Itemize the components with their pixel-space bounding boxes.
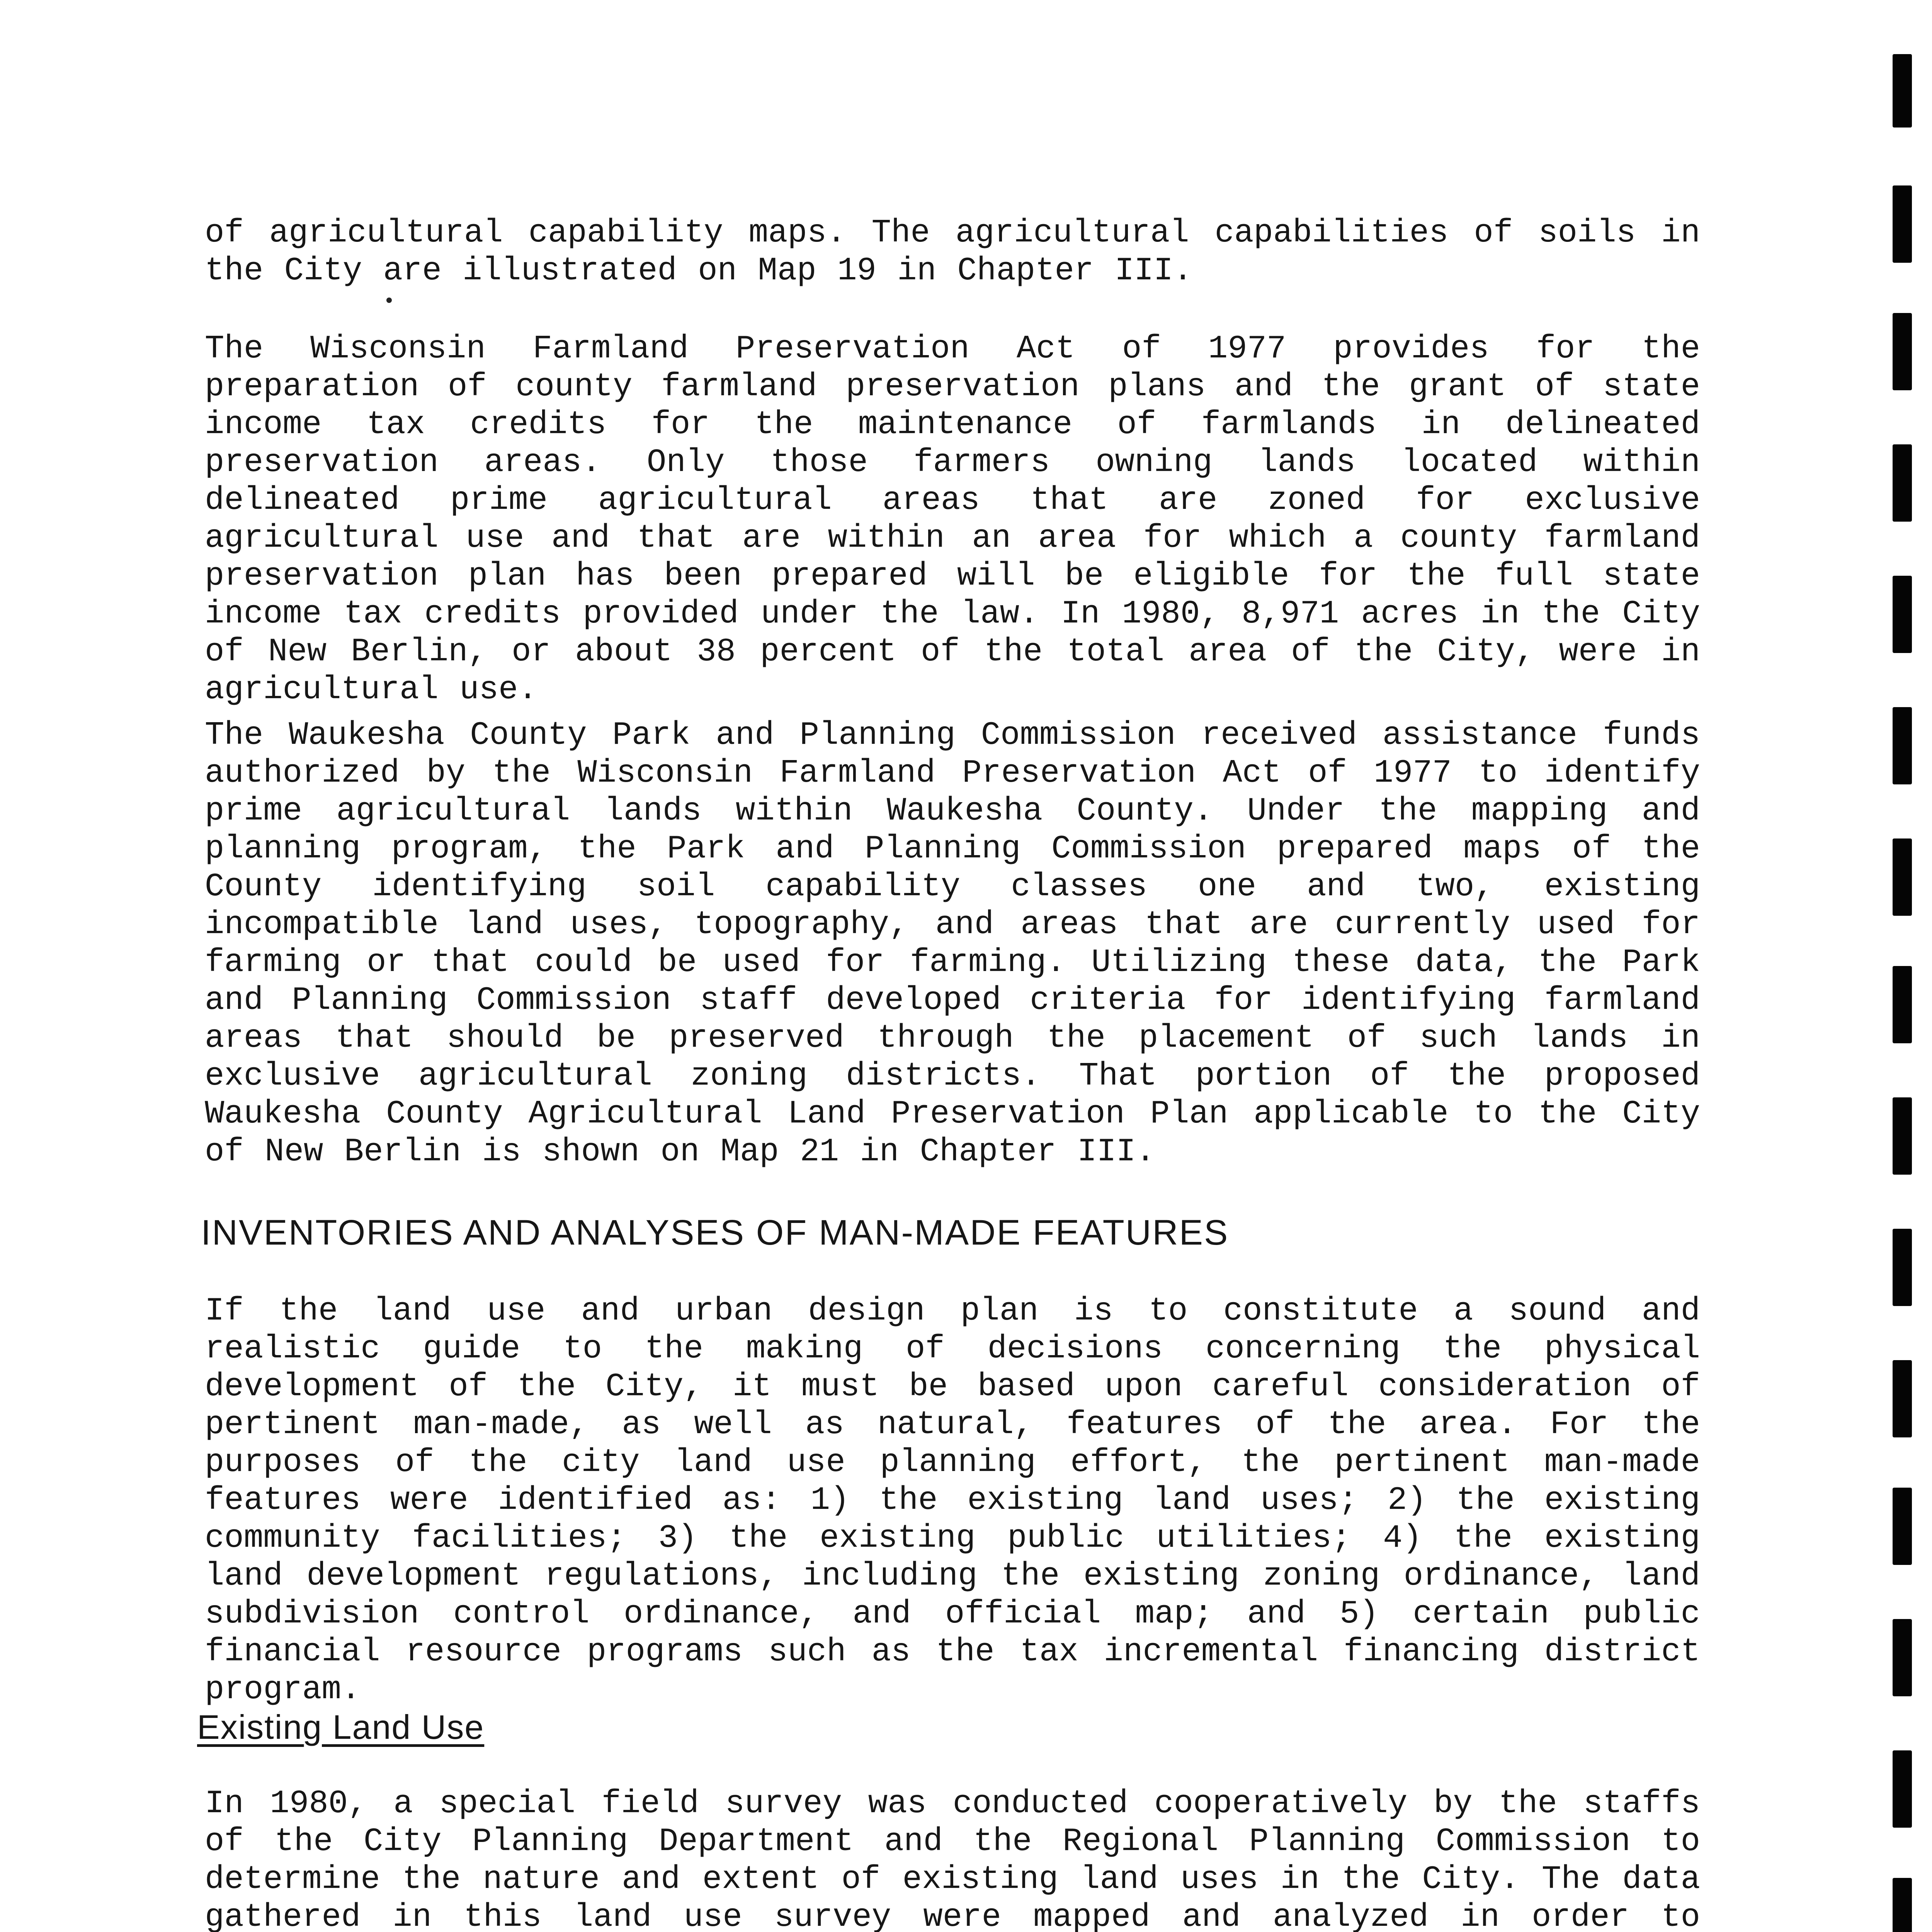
binding-mark: [1893, 1488, 1912, 1565]
binding-mark: [1893, 838, 1912, 916]
subsection-heading: Existing Land Use: [197, 1708, 485, 1746]
binding-mark: [1893, 1097, 1912, 1175]
binding-mark: [1893, 444, 1912, 522]
binding-mark: [1893, 1750, 1912, 1828]
paragraph-waukesha-county-commission: The Waukesha County Park and Planning Commission received assistance funds authorized by the Wisconsin Farmland Preservation Act of 1977 to identify prime agricultural lands within Waukesha County. Under the mapping and planning program, the Park and Planning Commission prepared maps of the County identifying soil capability classes one and two, existing incompatible land uses, topography, and areas that are currently used for farming or that could be used for farming. Utilizing these data, the Park and Planning Commission staff developed criteria for identifying farmland areas that should be preserved through the placement of such lands in exclusive agricultural zoning districts. That portion of the proposed Waukesha County Agricultural Land Preservation Plan applicable to the City of New Berlin is shown on Map 21 in Chapter III.: [205, 717, 1700, 1170]
binding-mark: [1893, 576, 1912, 653]
binding-mark: [1893, 707, 1912, 784]
scan-speck: [386, 298, 392, 303]
binding-mark: [1893, 1229, 1912, 1306]
binding-mark: [1893, 1878, 1912, 1932]
binding-mark: [1893, 54, 1912, 128]
paragraph-man-made-features: If the land use and urban design plan is to constitute a sound and realistic guide to the making of decisions concerning the physical development of the City, it must be based upon careful consideration of pertinent man-made, as well as natural, features of the area. For the purposes of the city land use planning effort, the pertinent man-made features were identified as: 1) the existing land uses; 2) the existing community facilities; 3) the existing public utilities; 4) the existing land development regulations, including the existing zoning ordinance, land subdivision control ordinance, and official map; and 5) certain public financial resource programs such as the tax incremental financing district program.: [205, 1293, 1700, 1708]
binding-mark: [1893, 966, 1912, 1043]
binding-mark: [1893, 185, 1912, 263]
paragraph-farmland-preservation-act: The Wisconsin Farmland Preservation Act of 1977 provides for the preparation of county farmland preservation plans and the grant of state income tax credits for the maintenance of farmlands in delineated preservation areas. Only those farmers owning lands located within delineated prime agricultural areas that are zoned for exclusive agricultural use and that are within an area for which a county farmland preservation plan has been prepared will be eligible for the full state income tax credits provided under the law. In 1980, 8,971 acres in the City of New Berlin, or about 38 percent of the total area of the City, were in agricultural use.: [205, 331, 1700, 708]
binding-mark: [1893, 1360, 1912, 1437]
binding-mark: [1893, 313, 1912, 390]
binding-mark: [1893, 1619, 1912, 1696]
section-heading: INVENTORIES AND ANALYSES OF MAN-MADE FEATURES: [201, 1213, 1229, 1252]
paragraph-agricultural-capability-maps: of agricultural capability maps. The agricultural capabilities of soils in the City are illustrated on Map 19 in Chapter III.: [205, 215, 1700, 289]
paragraph-field-survey: In 1980, a special field survey was conducted cooperatively by the staffs of the City Planning Department and the Regional Planning Commission to determine the nature and extent of existing land uses in the City. The data gathered in this land use survey were mapped and analyzed in order to: [205, 1786, 1700, 1932]
